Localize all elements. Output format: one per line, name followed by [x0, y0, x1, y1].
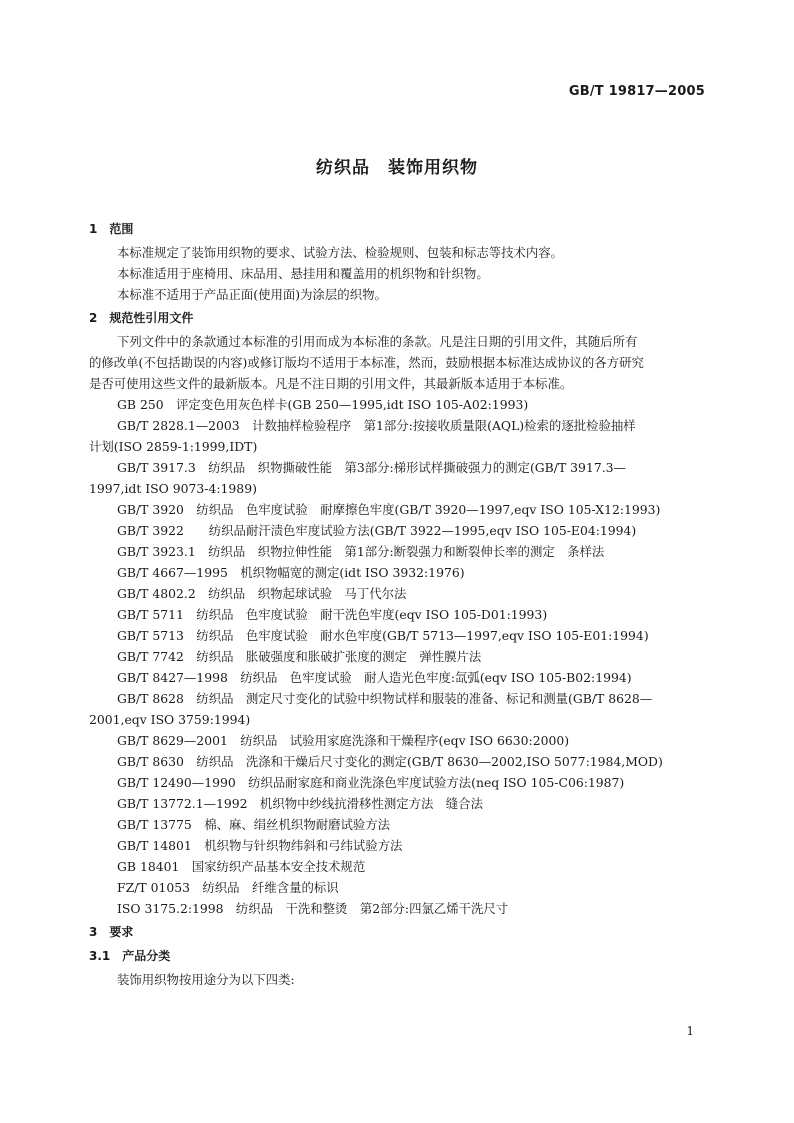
- reference-line: GB/T 8628 纺织品 测定尺寸变化的试验中织物试样和服装的准备、标记和测量(GB/T 8628—: [117, 691, 653, 706]
- reference-line: GB/T 4802.2 纺织品 织物起球试验 马丁代尔法: [117, 586, 407, 601]
- document-title: 纺织品 装饰用织物: [316, 158, 478, 178]
- reference-line: GB/T 2828.1—2003 计数抽样检验程序 第1部分:按接收质量限(AQL)检索的逐批检验抽样: [117, 418, 636, 433]
- reference-line: GB 18401 国家纺织产品基本安全技术规范: [117, 859, 366, 874]
- paragraph: 装饰用织物按用途分为以下四类:: [117, 972, 295, 987]
- document-body: [89, 216, 705, 990]
- paragraph-line: 下列文件中的条款通过本标准的引用而成为本标准的条款。凡是注日期的引用文件，其随后所有: [117, 334, 638, 349]
- section-3-heading: 3 要求: [89, 925, 134, 939]
- paragraph: 本标准不适用于产品正面(使用面)为涂层的织物。: [117, 287, 387, 302]
- reference-line: GB/T 5711 纺织品 色牢度试验 耐干洗色牢度(eqv ISO 105-D01:1993): [117, 607, 548, 622]
- paragraph-line: 是否可使用这些文件的最新版本。凡是不注日期的引用文件，其最新版本适用于本标准。: [89, 376, 573, 391]
- paragraph: 本标准规定了装饰用织物的要求、试验方法、检验规则、包装和标志等技术内容。: [117, 245, 564, 260]
- reference-line: GB/T 3923.1 纺织品 织物拉伸性能 第1部分:断裂强力和断裂伸长率的测定 条样法: [117, 544, 605, 559]
- paragraph-line: 的修改单(不包括勘误的内容)或修订版均不适用于本标准，然而，鼓励根据本标准达成协议的各方研究: [89, 355, 644, 370]
- reference-line: GB/T 14801 机织物与针织物纬斜和弓纬试验方法: [117, 838, 403, 853]
- reference-line-cont: 2001,eqv ISO 3759:1994): [89, 712, 251, 727]
- reference-line-cont: 1997,idt ISO 9073-4:1989): [89, 481, 257, 496]
- reference-line: GB/T 8427—1998 纺织品 色牢度试验 耐人造光色牢度:氙弧(eqv ISO 105-B02:1994): [117, 670, 632, 685]
- reference-line: ISO 3175.2:1998 纺织品 干洗和整烫 第2部分:四氯乙烯干洗尺寸: [117, 901, 509, 916]
- reference-line: GB/T 3922 纺织品耐汗渍色牢度试验方法(GB/T 3922—1995,eqv ISO 105-E04:1994): [117, 523, 637, 538]
- reference-line: GB/T 7742 纺织品 胀破强度和胀破扩张度的测定 弹性膜片法: [117, 649, 482, 664]
- reference-line: GB/T 13772.1—1992 机织物中纱线抗滑移性测定方法 缝合法: [117, 796, 483, 811]
- reference-line: GB/T 13775 棉、麻、绢丝机织物耐磨试验方法: [117, 817, 391, 832]
- reference-line: GB/T 5713 纺织品 色牢度试验 耐水色牢度(GB/T 5713—1997,eqv ISO 105-E01:1994): [117, 628, 649, 643]
- reference-line: GB/T 3917.3 纺织品 织物撕破性能 第3部分:梯形试样撕破强力的测定(GB/T 3917.3—: [117, 460, 626, 475]
- section-2-heading: 2 规范性引用文件: [89, 311, 194, 325]
- reference-line: FZ/T 01053 纺织品 纤维含量的标识: [117, 880, 339, 895]
- reference-line: GB/T 8630 纺织品 洗涤和干燥后尺寸变化的测定(GB/T 8630—2002,ISO 5077:1984,MOD): [117, 754, 663, 769]
- paragraph: 本标准适用于座椅用、床品用、悬挂用和覆盖用的机织物和针织物。: [117, 266, 489, 281]
- reference-line: GB/T 12490—1990 纺织品耐家庭和商业洗涤色牢度试验方法(neq ISO 105-C06:1987): [117, 775, 625, 790]
- section-1-heading: 1 范围: [89, 222, 134, 236]
- reference-line: GB/T 8629—2001 纺织品 试验用家庭洗涤和干燥程序(eqv ISO 6630:2000): [117, 733, 570, 748]
- section-3-1-heading: 3.1 产品分类: [89, 949, 171, 963]
- page-number: 1: [686, 1024, 694, 1038]
- reference-line-cont: 计划(ISO 2859-1:1999,IDT): [89, 439, 258, 454]
- reference-line: GB/T 4667—1995 机织物幅宽的测定(idt ISO 3932:1976): [117, 565, 465, 580]
- reference-line: GB 250 评定变色用灰色样卡(GB 250—1995,idt ISO 105-A02:1993): [117, 397, 529, 412]
- standard-code: GB/T 19817—2005: [568, 84, 705, 99]
- reference-line: GB/T 3920 纺织品 色牢度试验 耐摩擦色牢度(GB/T 3920—1997,eqv ISO 105-X12:1993): [117, 502, 661, 517]
